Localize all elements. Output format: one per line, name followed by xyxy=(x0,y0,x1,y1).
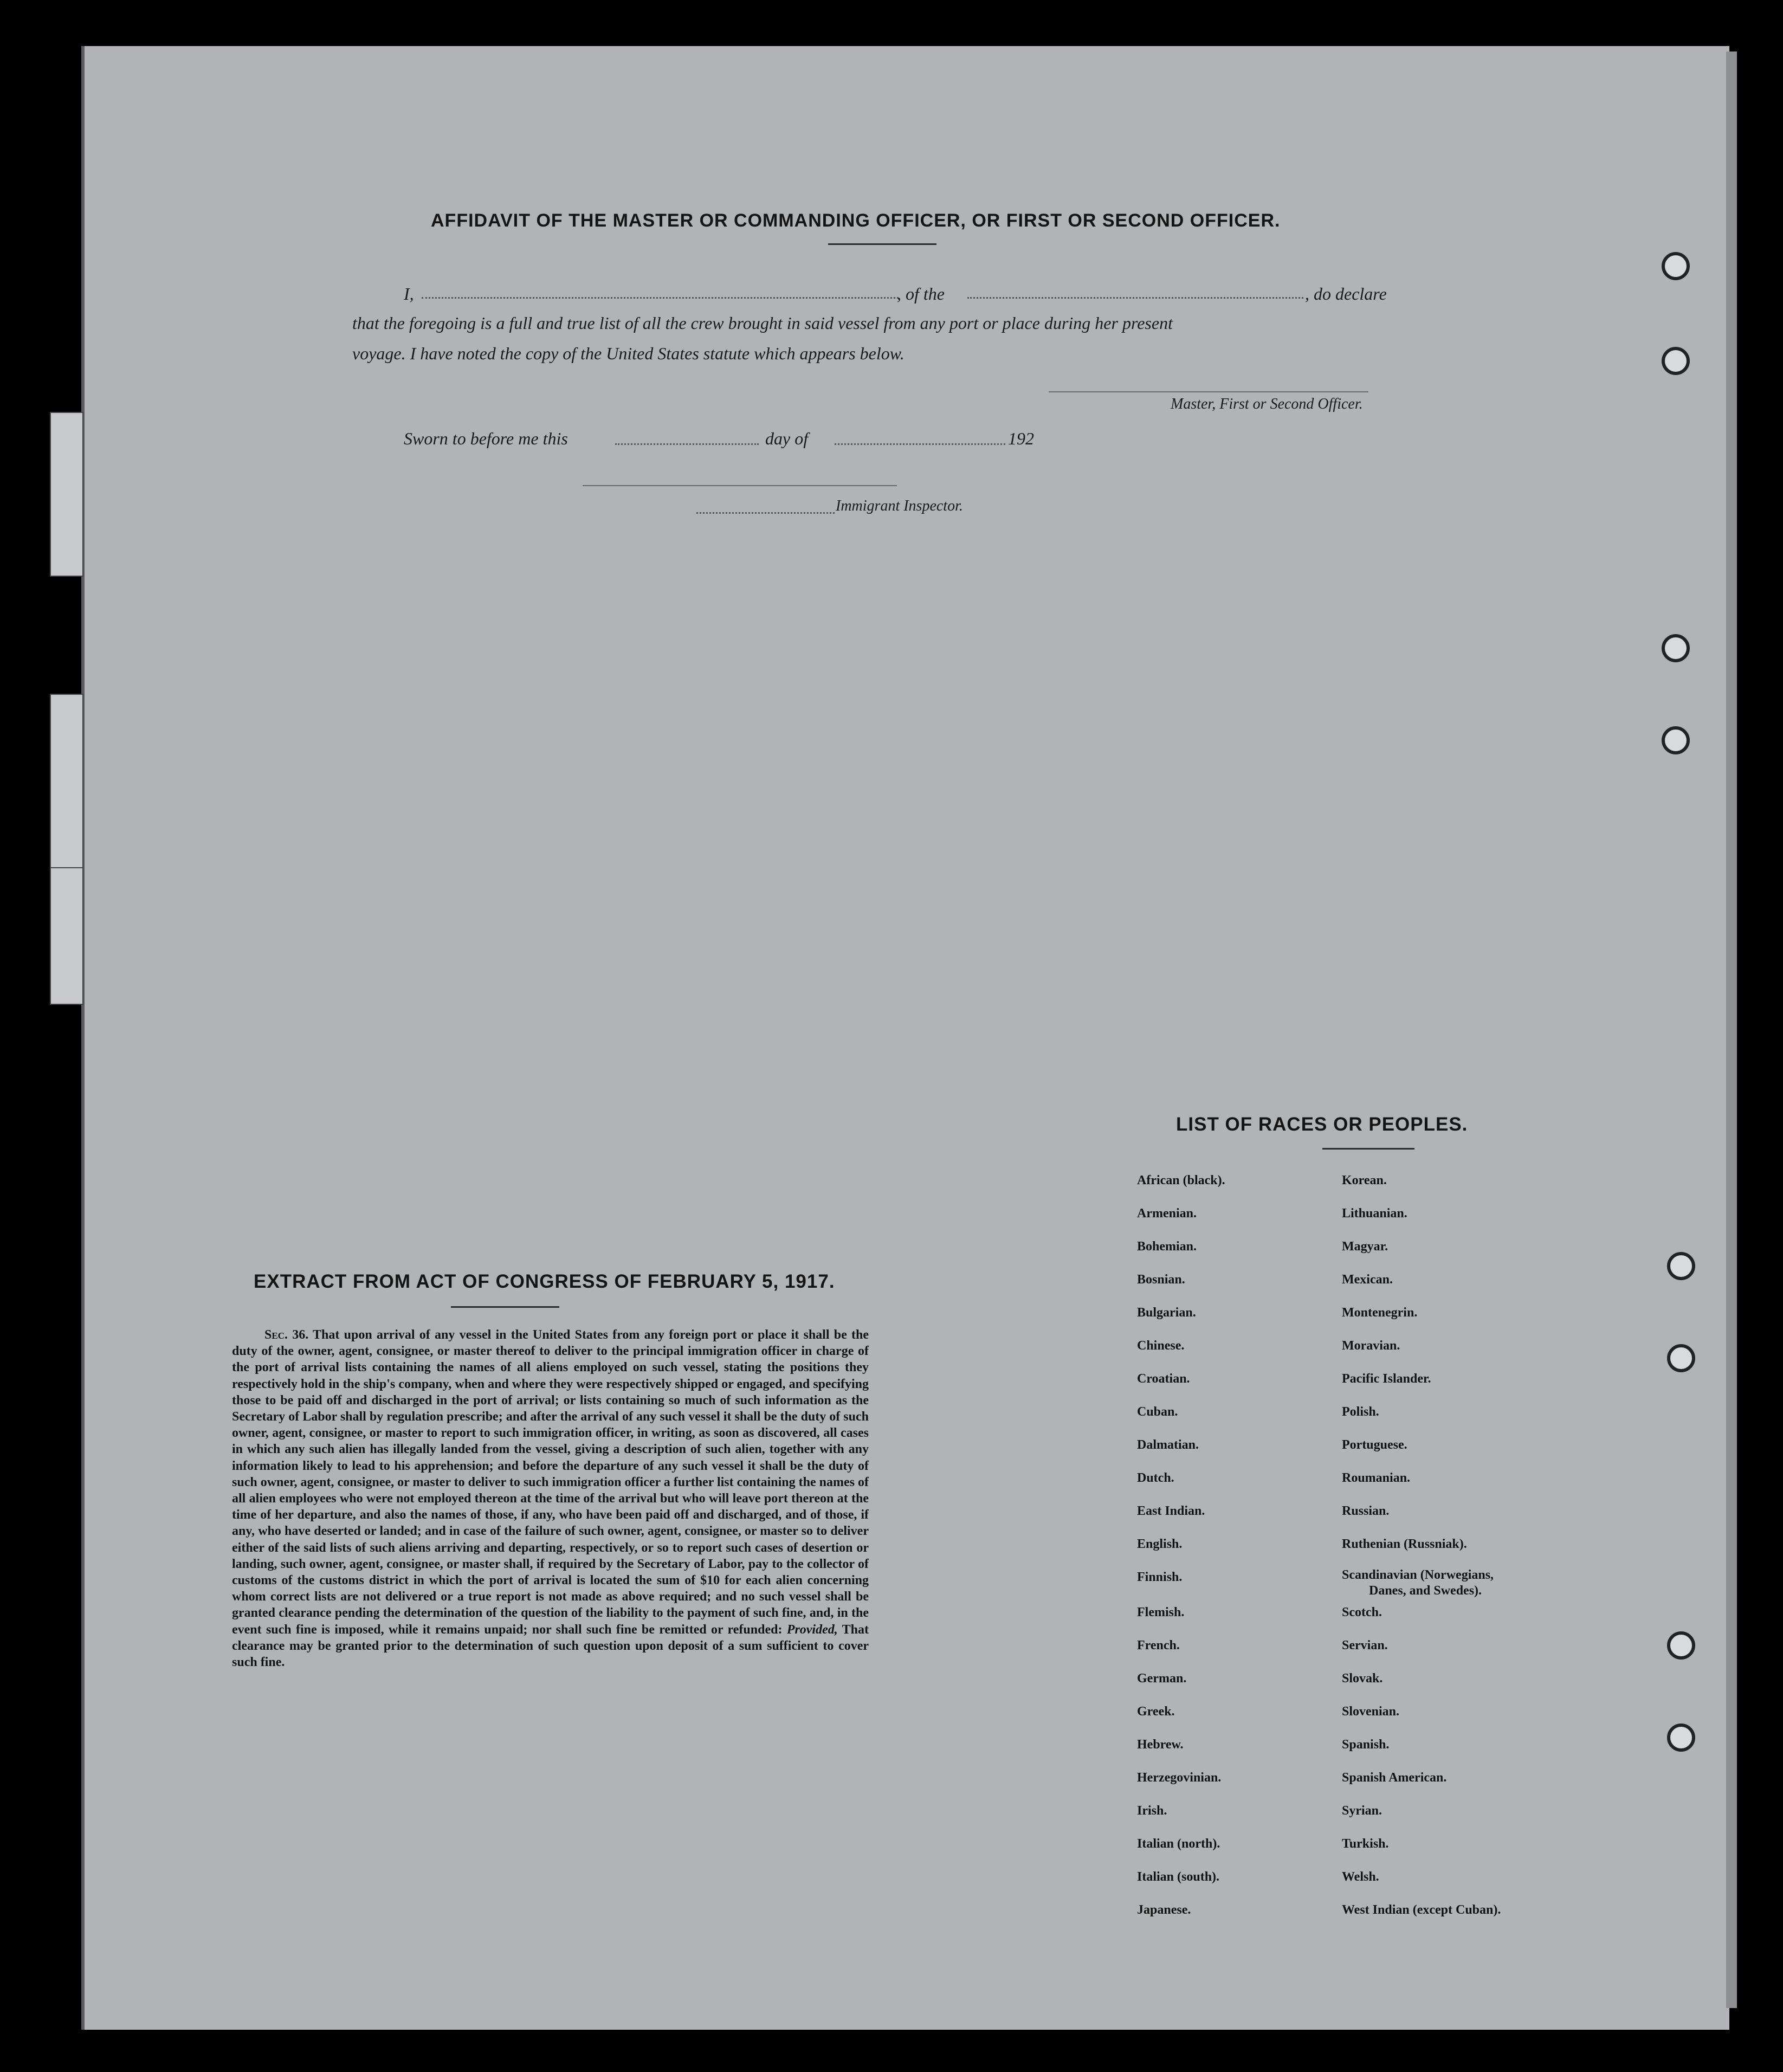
race-left-item: Chinese. xyxy=(1137,1339,1185,1353)
race-right-item: Moravian. xyxy=(1342,1339,1400,1353)
race-right-item: Scandinavian (Norwegians, xyxy=(1342,1568,1494,1582)
race-right-item: Portuguese. xyxy=(1342,1438,1407,1452)
punch-hole xyxy=(1667,1724,1695,1752)
statute-section-label: Sec. 36. xyxy=(264,1328,309,1342)
title-underline xyxy=(828,243,936,245)
master-signature-line[interactable] xyxy=(1049,391,1368,392)
race-right-item: Slovenian. xyxy=(1342,1705,1400,1719)
race-right-item: Scotch. xyxy=(1342,1605,1382,1619)
race-right-item: Spanish American. xyxy=(1342,1771,1447,1785)
race-left-item: Bulgarian. xyxy=(1137,1306,1196,1320)
binding-tab xyxy=(50,694,83,875)
master-signature-label: Master, First or Second Officer. xyxy=(1171,396,1363,412)
race-right-item: Korean. xyxy=(1342,1173,1387,1187)
race-right-item: Spanish. xyxy=(1342,1738,1390,1752)
inspector-signature-line[interactable] xyxy=(583,485,897,486)
sworn-month-field[interactable] xyxy=(835,443,1005,445)
race-left-item: English. xyxy=(1137,1537,1183,1551)
binding-tab xyxy=(50,867,83,1005)
page-edge xyxy=(1726,51,1737,2008)
race-left-item: Dalmatian. xyxy=(1137,1438,1199,1452)
race-left-item: Hebrew. xyxy=(1137,1738,1184,1752)
race-right-item: Russian. xyxy=(1342,1504,1390,1518)
document-page xyxy=(81,46,1729,2030)
race-left-item: Finnish. xyxy=(1137,1570,1183,1584)
statute-provided-label: Provided, xyxy=(786,1622,838,1637)
race-right-item: Roumanian. xyxy=(1342,1471,1411,1485)
affidavit-i-label: I, xyxy=(404,284,414,304)
race-right-item: West Indian (except Cuban). xyxy=(1342,1903,1501,1917)
race-left-item: Bosnian. xyxy=(1137,1273,1185,1287)
race-right-item: Slovak. xyxy=(1342,1671,1383,1686)
race-left-item: French. xyxy=(1137,1638,1180,1653)
race-right-item: Pacific Islander. xyxy=(1342,1372,1431,1386)
race-right-item: Servian. xyxy=(1342,1638,1388,1653)
race-left-item: German. xyxy=(1137,1671,1187,1686)
statute-text-end: That clearance may be granted prior to the determination of such question upon deposit of a sum sufficient to cover such fine. xyxy=(232,1622,869,1670)
race-left-item: Croatian. xyxy=(1137,1372,1190,1386)
binding-tab xyxy=(50,412,83,577)
extract-title: EXTRACT FROM ACT OF CONGRESS OF FEBRUARY 5, 1917. xyxy=(254,1271,835,1292)
statute-text: That upon arrival of any vessel in the United States from any foreign port or place it shall be the duty of the owner, agent, consignee, or master thereof to deliver to the principal immigration officer in charge of the port of arrival lists containing the names of all aliens employed on such vessel, stating the positions they respectively hold in the ship's company, when and where they were respectively shipped or engaged, and specifying those to be paid off and discharged in the port of arrival; or lists containing so much of such information as the Secretary of Labor shall by regulation prescribe; and after the arrival of any such vessel it shall be the duty of such owner, agent, consignee, or master to report to such immigration officer, in writing, as soon as discovered, all cases in which any such alien has illegally landed from the vessel, giving a description of such alien, together with any information likely to lead to his apprehension; and before the departure of any such vessel it shall be the duty of such owner, agent, consignee, or master to deliver to such immigration officer a further list containing the names of all alien employees who were not employed thereon at the time of the arrival but who will leave port thereon at the time of her departure, and also the names of those, if any, who have been paid off and discharged, and of those, if any, who have deserted or landed; and in case of the failure of such owner, agent, consignee, or master so to deliver either of the said lists of such aliens arriving and departing, respectively, or so to report such cases of desertion or landing, such owner, agent, consignee, or master shall, if required by the Secretary of Labor, pay to the collector of customs of the customs district in which the port of arrival is located the sum of $10 for each alien concerning whom correct lists are not delivered or a true report is not made as above required; and no such vessel shall be granted clearance pending the determination of the question of the liability to the payment of such fine, and, in the event such fine is imposed, while it remains unpaid; nor shall such fine be remitted or refunded: xyxy=(232,1328,869,1637)
race-left-item: Dutch. xyxy=(1137,1471,1174,1485)
affidavit-do-declare-label: , do declare xyxy=(1305,284,1387,304)
inspector-name-field[interactable] xyxy=(696,512,835,514)
race-right-item: Lithuanian. xyxy=(1342,1206,1407,1221)
race-right-item: Turkish. xyxy=(1342,1837,1389,1851)
race-left-item: Cuban. xyxy=(1137,1405,1178,1419)
races-title: LIST OF RACES OR PEOPLES. xyxy=(1176,1114,1468,1135)
race-left-item: African (black). xyxy=(1137,1173,1225,1187)
year-label: 192 xyxy=(1008,429,1034,448)
race-left-item: Flemish. xyxy=(1137,1605,1185,1619)
punch-hole xyxy=(1662,726,1690,754)
sworn-day-field[interactable] xyxy=(615,443,759,445)
sworn-label: Sworn to before me this xyxy=(404,429,568,448)
race-left-item: Greek. xyxy=(1137,1705,1175,1719)
race-right-item: Syrian. xyxy=(1342,1804,1383,1818)
affidavit-line-3: voyage. I have noted the copy of the United States statute which appears below. xyxy=(352,344,905,363)
race-right-item: Mexican. xyxy=(1342,1273,1393,1287)
punch-hole xyxy=(1667,1344,1695,1372)
race-left-item: Italian (north). xyxy=(1137,1837,1220,1851)
race-right-item: Ruthenian (Russniak). xyxy=(1342,1537,1467,1551)
race-left-item: Japanese. xyxy=(1137,1903,1191,1917)
master-name-field[interactable] xyxy=(422,297,899,299)
punch-hole xyxy=(1662,252,1690,280)
race-left-item: East Indian. xyxy=(1137,1504,1205,1518)
race-right-item: Magyar. xyxy=(1342,1240,1388,1254)
race-right-item: Montenegrin. xyxy=(1342,1306,1418,1320)
extract-underline xyxy=(451,1306,559,1308)
day-of-label: day of xyxy=(765,429,809,448)
inspector-label: Immigrant Inspector. xyxy=(836,498,963,514)
affidavit-of-the-label: , of the xyxy=(897,284,945,304)
race-left-item: Herzegovinian. xyxy=(1137,1771,1222,1785)
vessel-name-field[interactable] xyxy=(967,297,1303,299)
affidavit-title: AFFIDAVIT OF THE MASTER OR COMMANDING OFFICER, OR FIRST OR SECOND OFFICER. xyxy=(431,210,1281,231)
punch-hole xyxy=(1662,634,1690,662)
punch-hole xyxy=(1667,1252,1695,1280)
race-right-item: Welsh. xyxy=(1342,1870,1379,1884)
affidavit-line-2: that the foregoing is a full and true list of all the crew brought in said vessel from any port or place during her present xyxy=(352,313,1173,333)
race-left-item: Armenian. xyxy=(1137,1206,1197,1221)
races-underline xyxy=(1322,1148,1414,1150)
race-left-item: Irish. xyxy=(1137,1804,1167,1818)
punch-hole xyxy=(1662,347,1690,375)
statute-paragraph xyxy=(232,1327,869,1670)
punch-hole xyxy=(1667,1631,1695,1660)
race-left-item: Italian (south). xyxy=(1137,1870,1220,1884)
race-right-item: Polish. xyxy=(1342,1405,1379,1419)
race-left-item: Bohemian. xyxy=(1137,1240,1197,1254)
race-right-item-continuation: Danes, and Swedes). xyxy=(1369,1584,1482,1598)
